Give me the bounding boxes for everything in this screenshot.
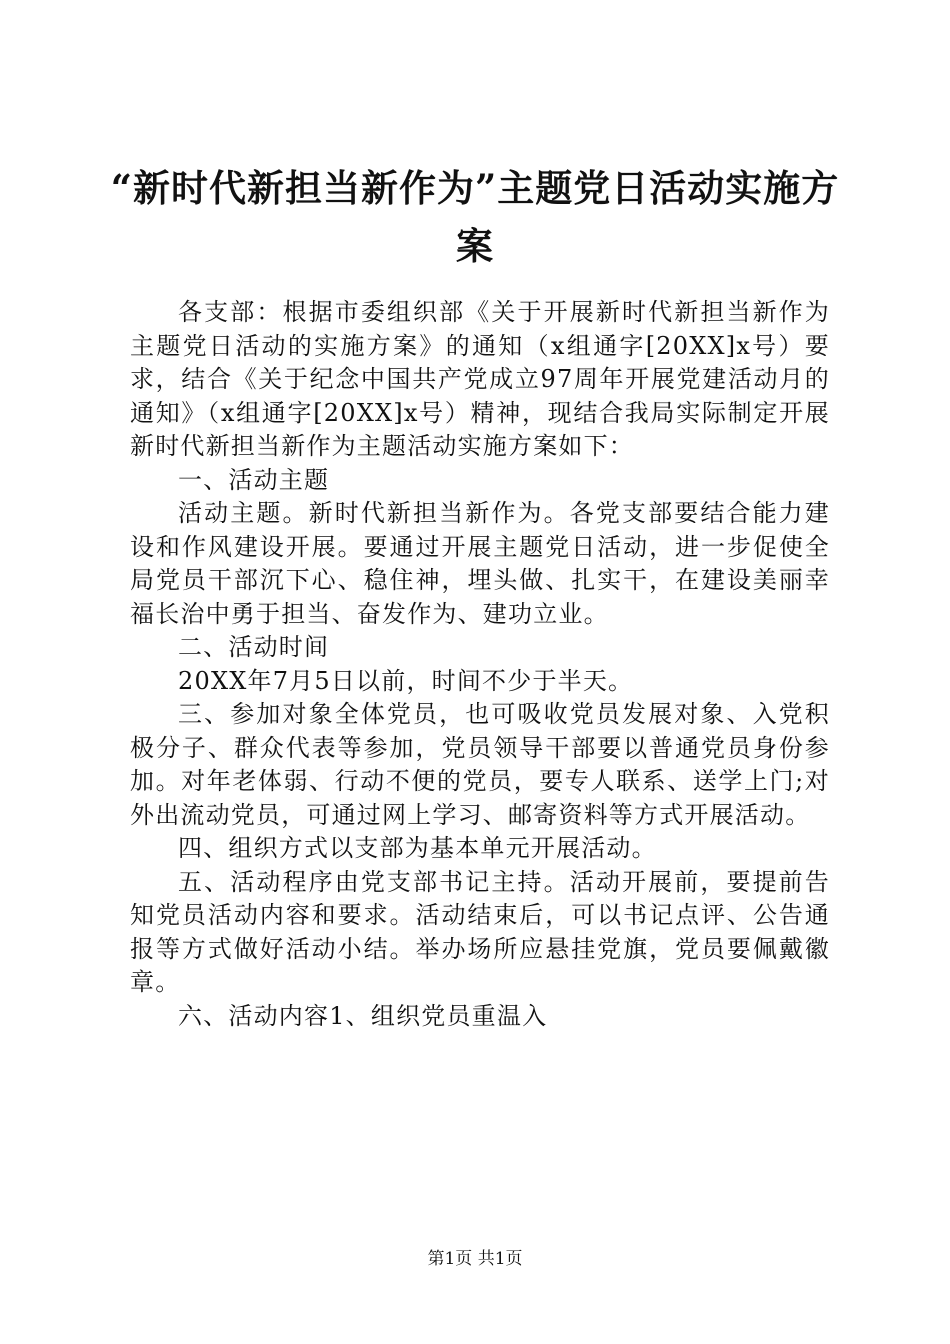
paragraph-organization: 四、组织方式以支部为基本单元开展活动。 xyxy=(178,834,657,862)
document-title-line-2: 案 xyxy=(456,224,494,268)
heading-activity-time: 二、活动时间 xyxy=(178,633,330,661)
paragraph-activity-theme: 活动主题。新时代新担当新作为。各党支部要结合能力建设和作风建设开展。要通过开展主题党日活动，进一步促使全局党员干部沉下心、稳住神，埋头做、扎实干，在建设美丽幸福长治中勇于担当、奋发作为、建功立业。 xyxy=(130,499,830,628)
document-body xyxy=(130,296,830,1033)
heading-activity-theme: 一、活动主题 xyxy=(178,465,330,494)
paragraph-content: 六、活动内容1、组织党员重温入 xyxy=(178,1001,548,1030)
page-number-footer: 第1页 共1页 xyxy=(427,1249,523,1269)
paragraph-participants: 三、参加对象全体党员，也可吸收党员发展对象、入党积极分子、群众代表等参加，党员领导干部要以普通党员身份参加。对年老体弱、行动不便的党员，要专人联系、送学上门;对外出流动党员，可通过网上学习、邮寄资料等方式开展活动。 xyxy=(130,700,830,829)
document-title-line-1: “新时代新担当新作为”主题党日活动实施方 xyxy=(110,166,840,210)
paragraph-intro: 各支部：根据市委组织部《关于开展新时代新担当新作为主题党日活动的实施方案》的通知（x组通字[20XX]x号）要求，结合《关于纪念中国共产党成立97周年开展党建活动月的通知》（x组通字[20XX]x号）精神，现结合我局实际制定开展新时代新担当新作为主题活动实施方案如下： xyxy=(130,298,830,460)
paragraph-activity-time: 20XX年7月5日以前，时间不少于半天。 xyxy=(178,666,634,695)
paragraph-procedure: 五、活动程序由党支部书记主持。活动开展前，要提前告知党员活动内容和要求。活动结束后，可以书记点评、公告通报等方式做好活动小结。举办场所应悬挂党旗，党员要佩戴徽章。 xyxy=(130,867,830,996)
